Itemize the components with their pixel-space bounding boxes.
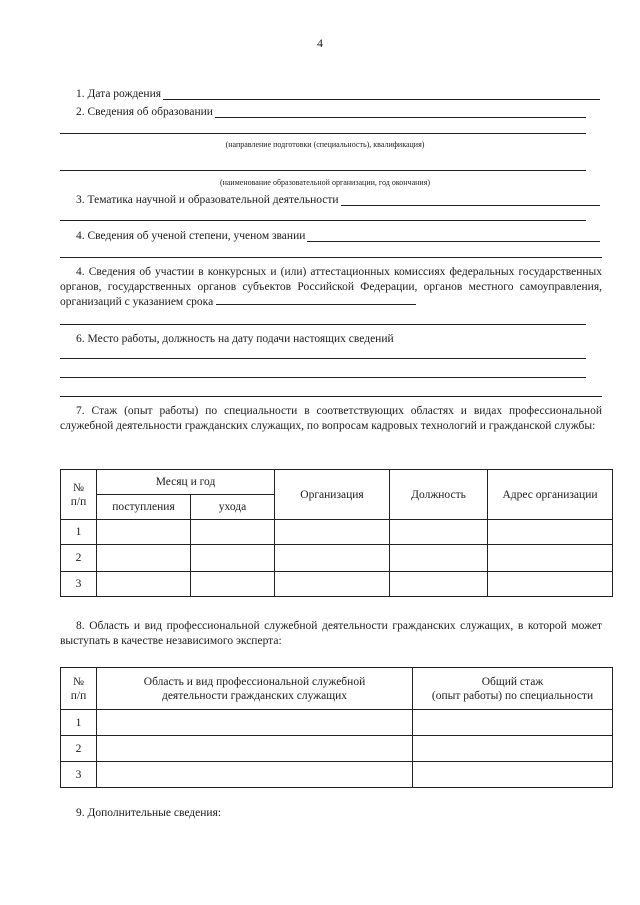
workplace-label: 6. Место работы, должность на дату подачи настоящих сведений <box>76 333 394 345</box>
table2-cell[interactable] <box>413 762 613 788</box>
table2-total-header-line2: (опыт работы) по специальности <box>431 689 594 702</box>
table2-cell[interactable] <box>97 762 413 788</box>
expert-area-text: 8. Область и вид профессиональной служебной деятельности гражданских служащих, в которой может выступать в качестве независимого эксперта: <box>60 620 602 647</box>
table1-cell[interactable] <box>191 572 275 597</box>
table2-area-header-line1: Область и вид профессиональной служебной <box>143 675 366 688</box>
table1-cell[interactable] <box>275 520 390 545</box>
table-row <box>61 762 613 788</box>
degree-label: 4. Сведения об ученой степени, ученом звании <box>76 230 306 242</box>
table2-num-header <box>61 668 97 710</box>
education-label: 2. Сведения об образовании <box>76 106 213 118</box>
commissions-line[interactable] <box>216 295 416 305</box>
table2-cell[interactable] <box>413 710 613 736</box>
table1-cell[interactable] <box>275 572 390 597</box>
table1-cell[interactable] <box>488 572 613 597</box>
table1-row-number: 1 <box>61 520 97 545</box>
table2-num-header-line2: п/п <box>70 689 87 702</box>
table1-departure-header: ухода <box>191 495 275 520</box>
table1-position-header: Должность <box>390 470 488 520</box>
table1-admission-header: поступления <box>97 495 191 520</box>
workplace-line-2[interactable] <box>60 377 586 378</box>
table1-cell[interactable] <box>390 520 488 545</box>
education-caption-1: (направление подготовки (специальность), квалификация) <box>225 140 425 149</box>
table-row <box>61 710 613 736</box>
table2-row-number: 2 <box>61 736 97 762</box>
table1-cell[interactable] <box>97 520 191 545</box>
degree-line-2[interactable] <box>60 257 602 258</box>
experience-paragraph <box>60 404 602 434</box>
table2-total-header-line1: Общий стаж <box>481 675 544 688</box>
table-row <box>61 545 613 572</box>
commissions-text: 4. Сведения об участии в конкурсных и (или) аттестационных комиссиях федеральных государственных органов, государственных органов субъектов Российской Федерации, органов местного самоуправления, организаций с указанием срока <box>60 266 602 308</box>
table2-cell[interactable] <box>97 736 413 762</box>
table2-cell[interactable] <box>97 710 413 736</box>
degree-line[interactable] <box>307 240 600 242</box>
education-line-3[interactable] <box>60 170 586 171</box>
expert-area-paragraph <box>60 619 602 649</box>
table1-row-number: 3 <box>61 572 97 597</box>
table1-month-year-header: Месяц и год <box>97 470 275 495</box>
research-topics-line[interactable] <box>341 204 600 206</box>
education-line-2[interactable] <box>60 133 586 134</box>
table2-row-number: 1 <box>61 710 97 736</box>
table-row <box>61 572 613 597</box>
workplace-line-3[interactable] <box>60 396 602 397</box>
table1-organization-header: Организация <box>275 470 390 520</box>
birth-date-line[interactable] <box>163 98 600 100</box>
table1-cell[interactable] <box>275 545 390 572</box>
research-topics-label: 3. Тематика научной и образовательной деятельности <box>76 194 339 206</box>
workplace-paragraph <box>60 332 602 347</box>
education-field[interactable] <box>76 106 586 118</box>
experience-text: 7. Стаж (опыт работы) по специальности в соответствующих областях и видах профессиональной служебной деятельности гражданских служащих, по вопросам кадровых технологий и гражданской службы: <box>60 405 602 432</box>
commissions-paragraph <box>60 265 602 310</box>
table1-cell[interactable] <box>390 572 488 597</box>
table1-num-header-line2: п/п <box>70 495 87 508</box>
table2-row-number: 3 <box>61 762 97 788</box>
table1-num-header <box>61 470 97 520</box>
additional-label: 9. Дополнительные сведения: <box>76 807 222 819</box>
table1-cell[interactable] <box>97 545 191 572</box>
table2-area-header-line2: деятельности гражданских служащих <box>161 689 348 702</box>
table-row <box>61 736 613 762</box>
table1-address-header: Адрес организации <box>488 470 613 520</box>
table1-row-number: 2 <box>61 545 97 572</box>
education-caption-2: (наименование образовательной организации, год окончания) <box>219 178 431 187</box>
table2-area-header <box>97 668 413 710</box>
page-number: 4 <box>317 36 323 50</box>
table1-cell[interactable] <box>488 545 613 572</box>
table-row <box>61 520 613 545</box>
additional-paragraph <box>60 806 602 821</box>
table1-cell[interactable] <box>390 545 488 572</box>
table1-cell[interactable] <box>488 520 613 545</box>
expert-area-table <box>60 667 613 788</box>
research-topics-line-2[interactable] <box>60 220 586 221</box>
table2-cell[interactable] <box>413 736 613 762</box>
birth-date-field[interactable] <box>76 88 600 100</box>
research-topics-field[interactable] <box>76 194 600 206</box>
table1-cell[interactable] <box>191 545 275 572</box>
table1-cell[interactable] <box>97 572 191 597</box>
education-line[interactable] <box>215 116 586 118</box>
experience-table <box>60 469 613 597</box>
table2-total-header <box>413 668 613 710</box>
table2-num-header-line1: № <box>73 675 84 688</box>
table1-cell[interactable] <box>191 520 275 545</box>
commissions-line-2[interactable] <box>60 324 586 325</box>
degree-field[interactable] <box>76 230 600 242</box>
birth-date-label: 1. Дата рождения <box>76 88 162 100</box>
workplace-line-1[interactable] <box>60 358 586 359</box>
table1-num-header-line1: № <box>73 481 84 494</box>
